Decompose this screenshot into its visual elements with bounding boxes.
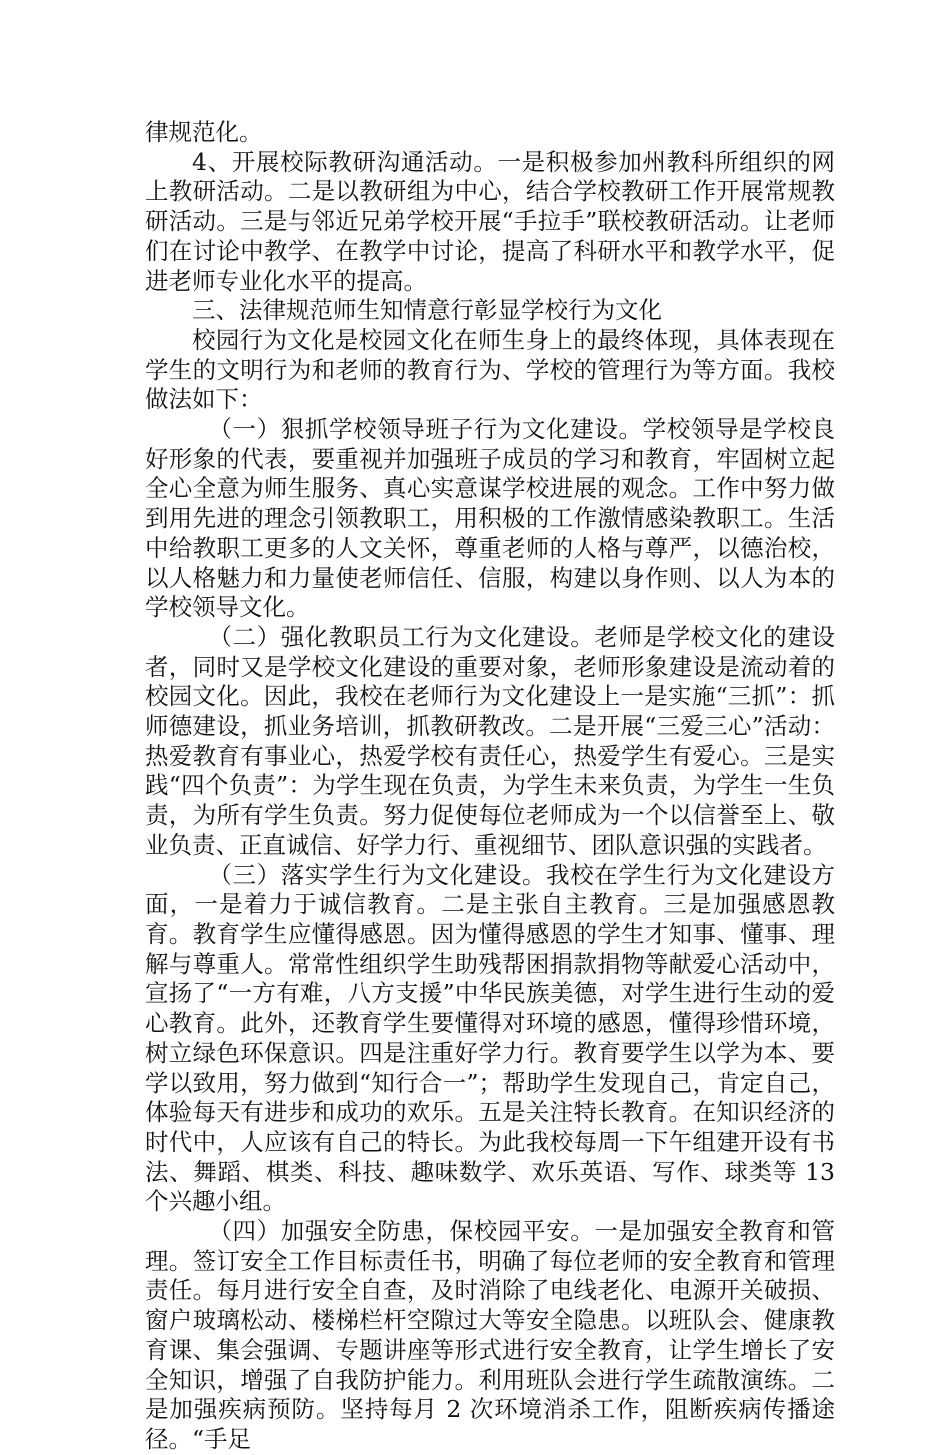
paragraph-sub-1: （一）狠抓学校领导班子行为文化建设。学校领导是学校良好形象的代表，要重视并加强班子成员的学习和教育，牢固树立起全心全意为师生服务、真心实意谋学校进展的观念。工作中努力做到用先进的理念引领教职工，用积极的工作激情感染教职工。生活中给教职工更多的人文关怀，尊重老师的人格与尊严，以德治校，以人格魅力和力量使老师信任、信服，构建以身作则、以人为本的学校领导文化。 [145, 415, 835, 622]
paragraph-sub-4: （四）加强安全防患，保校园平安。一是加强安全教育和管理。签订安全工作目标责任书，明确了每位老师的安全教育和管理责任。每月进行安全自查，及时消除了电线老化、电源开关破损、窗户玻璃松动、楼梯栏杆空隙过大等安全隐患。以班队会、健康教育课、集会强调、专题讲座等形式进行安全教育，让学生增长了安全知识，增强了自我防护能力。利用班队会进行学生疏散演练。二是加强疾病预防。坚持每月 2 次环境消杀工作，阻断疾病传播途径。“手足 [145, 1217, 835, 1453]
paragraph-sub-3: （三）落实学生行为文化建设。我校在学生行为文化建设方面，一是着力于诚信教育。二是主张自主教育。三是加强感恩教育。教育学生应懂得感恩。因为懂得感恩的学生才知事、懂事、理解与尊重人。常常性组织学生助残帮困捐款捐物等献爱心活动中，宣扬了“一方有难，八方支援”中华民族美德，对学生进行生动的爱心教育。此外，还教育学生要懂得对环境的感恩，懂得珍惜环境，树立绿色环保意识。四是注重好学力行。教育要学生以学为本、要学以致用，努力做到“知行合一”；帮助学生发现自己，肯定自己，体验每天有进步和成功的欢乐。五是关注特长教育。在知识经济的时代中，人应该有自己的特长。为此我校每周一下午组建开设有书法、舞蹈、棋类、科技、趣味数学、欢乐英语、写作、球类等 13 个兴趣小组。 [145, 860, 835, 1216]
section-heading-3: 三、法律规范师生知情意行彰显学校行为文化 [192, 296, 662, 325]
paragraph-sub-2: （二）强化教职员工行为文化建设。老师是学校文化的建设者，同时又是学校文化建设的重要对象，老师形象建设是流动着的校园文化。因此，我校在老师行为文化建设上一是实施“三抓”：抓师德建设，抓业务培训，抓教研教改。二是开展“三爱三心”活动：热爱教育有事业心，热爱学校有责任心，热爱学生有爱心。三是实践“四个负责”：为学生现在负责，为学生未来负责，为学生一生负责，为所有学生负责。努力促使每位老师成为一个以信誉至上、敬业负责、正直诚信、好学力行、重视细节、团队意识强的实践者。 [145, 622, 835, 859]
paragraph-item-4: 4、开展校际教研沟通活动。一是积极参加州教科所组织的网上教研活动。二是以教研组为中心，结合学校教研工作开展常规教研活动。三是与邻近兄弟学校开展“手拉手”联校教研活动。让老师们在讨论中教学、在教学中讨论，提高了科研水平和教学水平，促进老师专业化水平的提高。 [145, 147, 835, 295]
document-body [145, 118, 835, 1455]
paragraph-continuation: 律规范化。 [145, 118, 263, 146]
paragraph-intro: 校园行为文化是校园文化在师生身上的最终体现，具体表现在学生的文明行为和老师的教育行为、学校的管理行为等方面。我校做法如下： [145, 325, 835, 414]
